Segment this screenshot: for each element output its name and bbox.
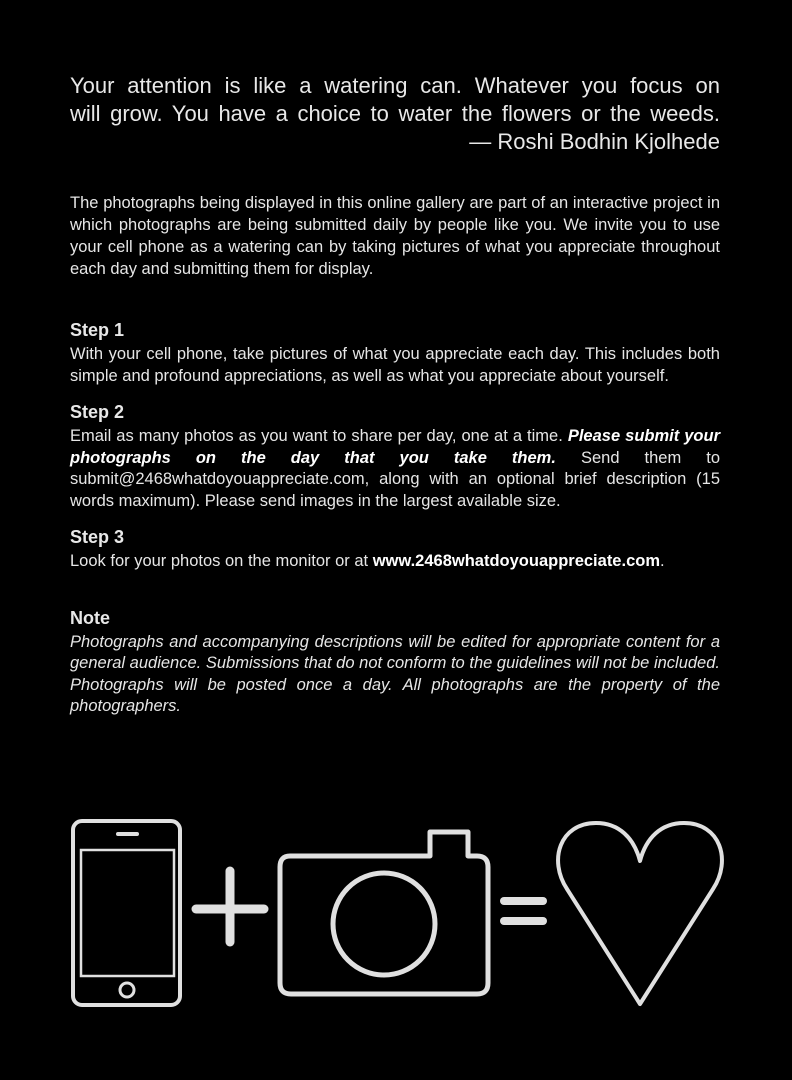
step-2-title: Step 2 bbox=[70, 402, 125, 422]
step-2-emphasis: Please submit your photographs on the day that you take them. bbox=[70, 427, 721, 467]
quote-line-1: Your attention is like a watering can. Whatever you focus on bbox=[70, 73, 720, 98]
step-3-text bbox=[70, 551, 720, 573]
step-3-text-after: . bbox=[660, 552, 665, 570]
heart-icon bbox=[558, 823, 722, 1004]
phone-icon bbox=[73, 821, 180, 1005]
quote-block bbox=[70, 72, 720, 156]
quote-line-2: will grow. You have a choice to water the flowers or the weeds. bbox=[70, 101, 720, 126]
website-url: www.2468whatdoyouappreciate.com bbox=[372, 552, 660, 570]
step-2-text-before: Email as many photos as you want to share per day, one at a time. bbox=[70, 427, 563, 445]
equals-icon bbox=[504, 901, 543, 921]
step-2-text bbox=[70, 426, 720, 512]
intro-paragraph: The photographs being displayed in this online gallery are part of an interactive project in which photographs are being submitted daily by people like you. We invite you to use your cell phone as a watering can by taking pictures of what you appreciate throughout each day and submitting them for display. bbox=[70, 194, 720, 278]
step-2-text-after: Send them to submit@2468whatdoyouappreciate.com, along with an optional brief description (15 words maximum). Please send images in the largest available size. bbox=[70, 448, 720, 510]
equation-graphic bbox=[70, 818, 726, 1010]
camera-icon bbox=[280, 832, 488, 994]
step-1 bbox=[70, 318, 720, 387]
step-3-title: Step 3 bbox=[70, 527, 125, 547]
note-title: Note bbox=[70, 607, 110, 628]
plus-icon bbox=[196, 871, 264, 942]
note-section bbox=[70, 606, 720, 718]
step-1-text: With your cell phone, take pictures of what you appreciate each day. This includes both simple and profound appreciations, as well as what you appreciate about yourself. bbox=[70, 345, 720, 385]
note-text: Photographs and accompanying descriptions will be edited for appropriate content for a general audience. Submissions that do not conform to the guidelines will not be included. Photographs will be posted once a day. All photographs are the property of the photographers. bbox=[70, 632, 720, 715]
document-body bbox=[70, 72, 720, 718]
step-3 bbox=[70, 525, 720, 573]
quote-attribution: — Roshi Bodhin Kjolhede bbox=[469, 129, 720, 154]
step-1-title: Step 1 bbox=[70, 320, 125, 340]
step-3-text-before: Look for your photos on the monitor or at bbox=[70, 552, 369, 570]
step-2 bbox=[70, 400, 720, 512]
